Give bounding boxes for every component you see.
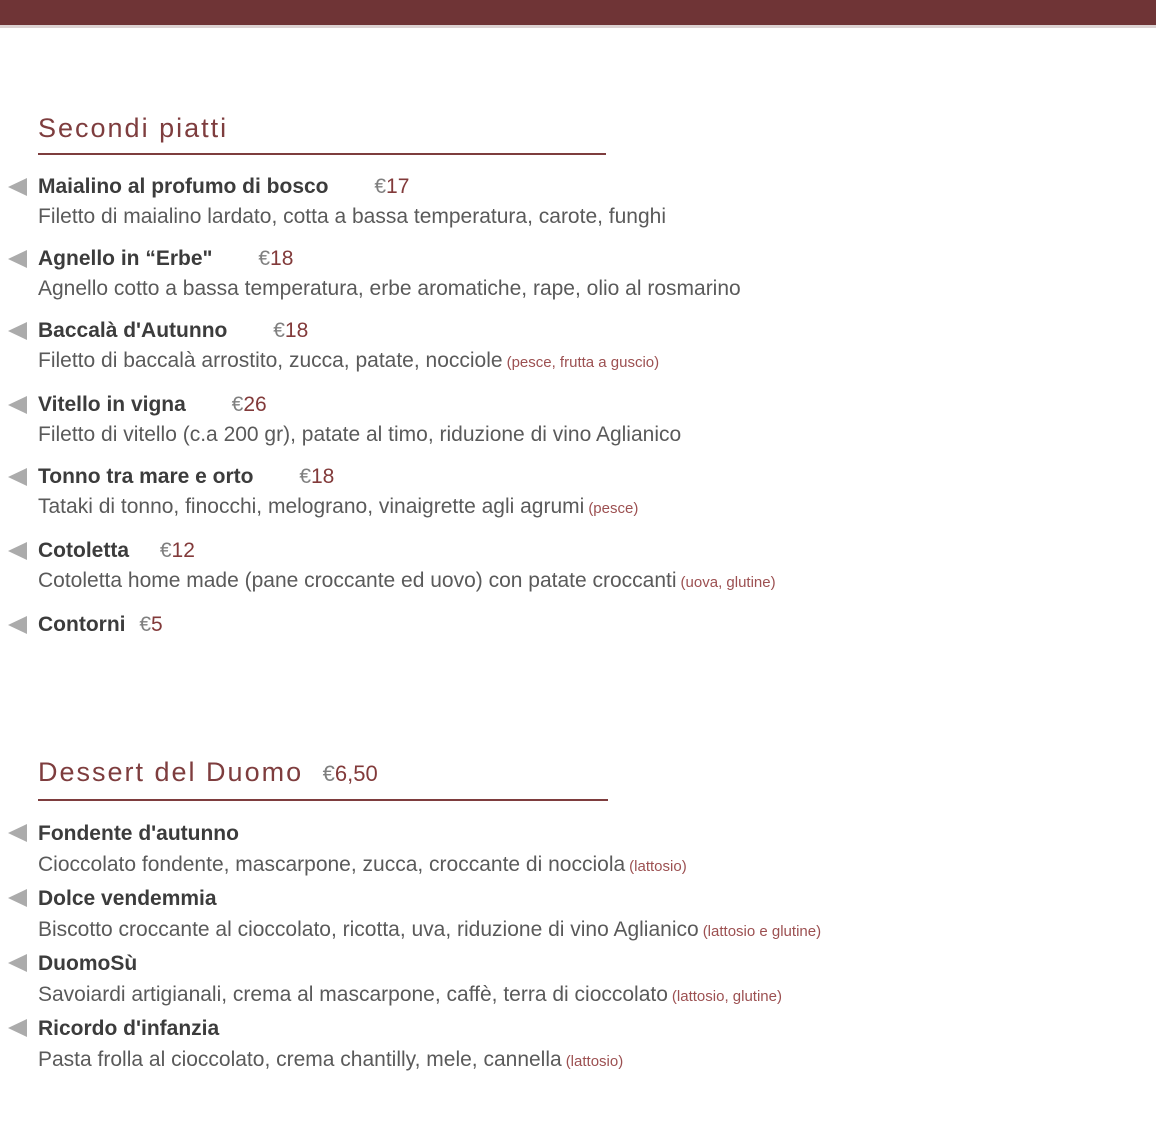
menu-item-maialino xyxy=(8,172,1156,232)
price-amount: 6,50 xyxy=(334,761,378,786)
section-title-dessert xyxy=(38,756,608,801)
item-description: Cioccolato fondente, mascarpone, zucca, croccante di nocciola xyxy=(38,853,626,876)
left-triangle-icon xyxy=(8,396,27,414)
price-amount: 18 xyxy=(270,247,294,270)
price-amount: 26 xyxy=(243,393,267,416)
item-title-row xyxy=(38,316,1156,346)
item-price xyxy=(232,393,267,416)
item-price xyxy=(258,247,293,270)
euro-symbol: € xyxy=(159,539,172,562)
item-title-row xyxy=(38,1013,1156,1044)
item-title-row xyxy=(38,948,1156,979)
item-description-row xyxy=(38,849,1156,882)
price-amount: 5 xyxy=(151,613,163,636)
item-description-row xyxy=(38,274,1156,304)
item-description-row xyxy=(38,566,1156,598)
left-triangle-icon xyxy=(8,954,27,972)
item-body xyxy=(38,536,1156,598)
item-price xyxy=(374,175,409,198)
menu-item-cotoletta xyxy=(8,536,1156,598)
item-allergens: (pesce, frutta a guscio) xyxy=(506,354,660,371)
section-title-secondi xyxy=(38,112,606,155)
item-name: Vitello in vigna xyxy=(38,393,186,416)
euro-symbol: € xyxy=(374,175,387,198)
menu-item-baccala xyxy=(8,316,1156,378)
item-title-row xyxy=(38,244,1156,274)
item-description-row xyxy=(38,492,1156,524)
price-amount: 12 xyxy=(171,539,195,562)
item-allergens: (pesce) xyxy=(588,500,639,517)
item-description-row xyxy=(38,979,1156,1012)
item-allergens: (lattosio) xyxy=(565,1053,624,1070)
item-name: Agnello in “Erbe" xyxy=(38,247,213,270)
item-description: Tataki di tonno, finocchi, melograno, vinaigrette agli agrumi xyxy=(38,495,585,518)
item-description: Agnello cotto a bassa temperatura, erbe aromatiche, rape, olio al rosmarino xyxy=(38,277,741,300)
item-name: DuomoSù xyxy=(38,952,138,975)
left-triangle-icon xyxy=(8,616,27,634)
section-dessert xyxy=(8,756,1156,1077)
item-allergens: (lattosio, glutine) xyxy=(671,988,782,1005)
item-description: Filetto di vitello (c.a 200 gr), patate al timo, riduzione di vino Aglianico xyxy=(38,423,682,446)
euro-symbol: € xyxy=(273,319,285,342)
item-title-row xyxy=(38,883,1156,914)
left-triangle-icon xyxy=(8,178,27,196)
item-title-row xyxy=(38,172,1156,202)
item-name: Ricordo d'infanzia xyxy=(38,1017,220,1040)
item-price xyxy=(299,465,334,488)
item-price xyxy=(160,539,195,562)
item-allergens: (lattosio e glutine) xyxy=(702,923,822,940)
euro-symbol: € xyxy=(258,247,271,270)
secondi-items xyxy=(8,172,1156,640)
item-allergens: (lattosio) xyxy=(629,858,687,875)
item-body xyxy=(38,818,1156,882)
item-description: Biscotto croccante al cioccolato, ricotta, uva, riduzione di vino Aglianico xyxy=(38,918,699,941)
item-description-row xyxy=(38,1044,1156,1077)
menu-item-agnello xyxy=(8,244,1156,304)
item-body xyxy=(38,390,1156,450)
item-body xyxy=(38,948,1156,1012)
menu-item-dolce-vendemmia xyxy=(8,883,1156,947)
euro-symbol: € xyxy=(139,613,152,636)
left-triangle-icon xyxy=(8,468,27,486)
item-price xyxy=(273,319,308,342)
left-triangle-icon xyxy=(8,889,27,907)
item-title-row xyxy=(38,610,1156,640)
section-title-text: Secondi piatti xyxy=(38,113,229,143)
euro-symbol: € xyxy=(299,465,311,488)
menu-page xyxy=(0,28,1156,1077)
item-title-row xyxy=(38,462,1156,492)
item-body xyxy=(38,172,1156,232)
item-name: Baccalà d'Autunno xyxy=(38,319,228,342)
item-description-row xyxy=(38,202,1156,232)
item-title-row xyxy=(38,536,1156,566)
menu-item-tonno xyxy=(8,462,1156,524)
item-name: Fondente d'autunno xyxy=(38,822,239,845)
item-name: Cotoletta xyxy=(38,539,129,562)
item-description: Pasta frolla al cioccolato, crema chantilly, mele, cannella xyxy=(38,1048,562,1071)
left-triangle-icon xyxy=(8,824,27,842)
item-body xyxy=(38,316,1156,378)
item-description-row xyxy=(38,420,1156,450)
item-body xyxy=(38,244,1156,304)
section-title-text: Dessert del Duomo xyxy=(38,757,304,787)
menu-item-duomosu xyxy=(8,948,1156,1012)
item-body xyxy=(38,610,1156,640)
item-description-row xyxy=(38,914,1156,947)
dessert-items xyxy=(8,818,1156,1077)
left-triangle-icon xyxy=(8,542,27,560)
item-title-row xyxy=(38,818,1156,849)
item-description: Savoiardi artigianali, crema al mascarpone, caffè, terra di cioccolato xyxy=(38,983,668,1006)
price-amount: 17 xyxy=(386,175,410,198)
item-description: Filetto di maialino lardato, cotta a bassa temperatura, carote, funghi xyxy=(38,205,667,228)
item-name: Maialino al profumo di bosco xyxy=(38,175,329,198)
left-triangle-icon xyxy=(8,1019,27,1037)
left-triangle-icon xyxy=(8,250,27,268)
euro-symbol: € xyxy=(231,393,244,416)
item-description: Filetto di baccalà arrostito, zucca, patate, nocciole xyxy=(38,349,503,372)
euro-symbol: € xyxy=(322,761,335,786)
item-description-row xyxy=(38,346,1156,378)
item-title-row xyxy=(38,390,1156,420)
menu-item-vitello xyxy=(8,390,1156,450)
section-price xyxy=(323,761,378,786)
item-body xyxy=(38,883,1156,947)
menu-item-contorni xyxy=(8,610,1156,640)
item-description: Cotoletta home made (pane croccante ed uovo) con patate croccanti xyxy=(38,569,677,592)
price-amount: 18 xyxy=(284,319,309,342)
item-name: Tonno tra mare e orto xyxy=(38,465,254,488)
item-allergens: (uova, glutine) xyxy=(680,574,776,591)
price-amount: 18 xyxy=(311,465,335,488)
menu-item-ricordo xyxy=(8,1013,1156,1077)
section-secondi-piatti xyxy=(8,28,1156,640)
left-triangle-icon xyxy=(8,322,27,340)
item-body xyxy=(38,462,1156,524)
top-bar xyxy=(0,0,1156,28)
item-price xyxy=(139,613,162,636)
item-name: Dolce vendemmia xyxy=(38,887,217,910)
item-name: Contorni xyxy=(38,613,126,636)
item-body xyxy=(38,1013,1156,1077)
menu-item-fondente xyxy=(8,818,1156,882)
